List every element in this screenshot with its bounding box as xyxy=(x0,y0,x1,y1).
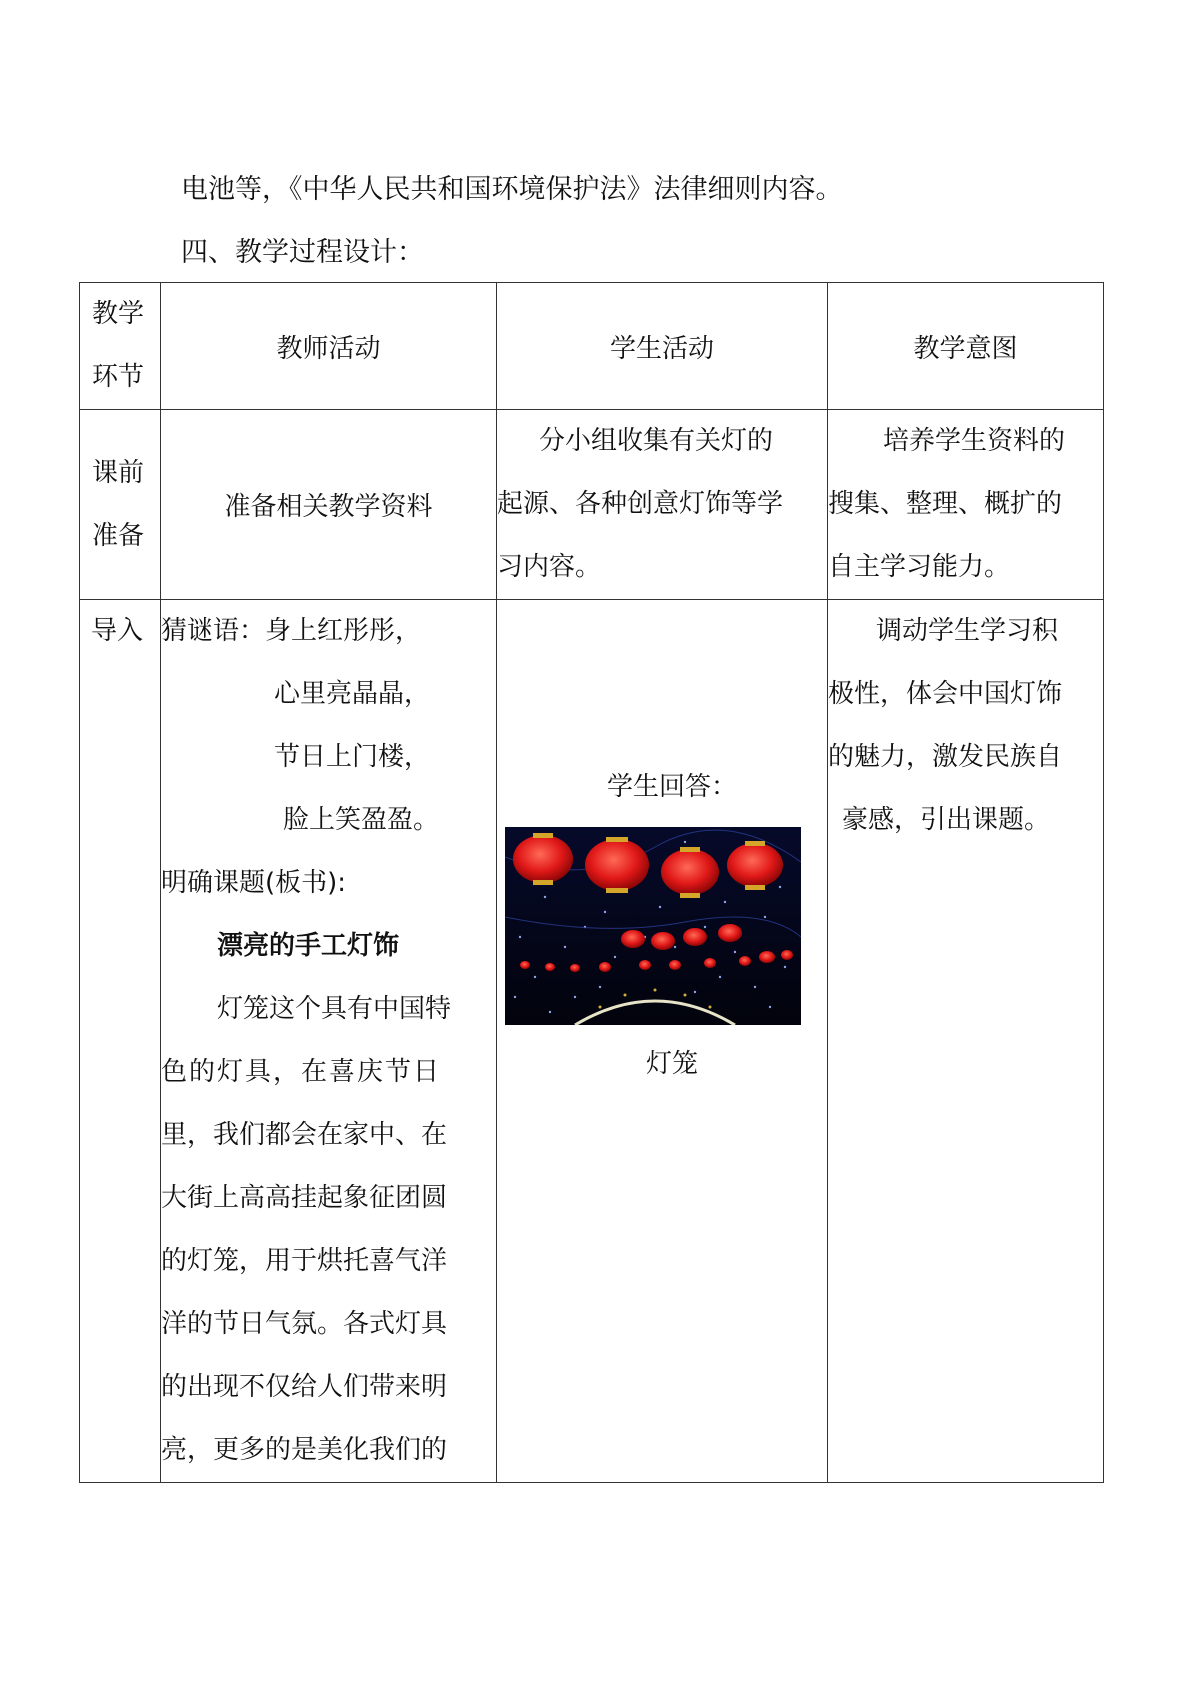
header-intent xyxy=(828,283,1104,410)
header-stage-line-1: 教学 xyxy=(92,299,145,329)
row1-student-line-3: 习内容。 xyxy=(497,552,602,582)
row2-intent xyxy=(828,600,1104,1483)
header-teacher xyxy=(161,283,497,410)
section-heading: 四、教学过程设计： xyxy=(181,237,424,268)
header-stage-line-2: 环节 xyxy=(92,362,145,392)
row1-stage-line-1: 课前 xyxy=(92,457,145,488)
teacher-text-line-8: 亮，更多的是美化我们的 xyxy=(161,1435,448,1465)
row2-stage-text: 导入 xyxy=(91,616,144,646)
intro-line-1: 电池等，《中华人民共和国环境保护法》法律细则内容。 xyxy=(181,174,843,205)
riddle-line-3: 节日上门楼， xyxy=(274,742,431,772)
teacher-text-line-4: 大街上高高挂起象征团圆 xyxy=(161,1183,448,1213)
teacher-text-line-2: 色的灯具，在喜庆节日 xyxy=(161,1057,442,1087)
row2-teacher xyxy=(161,600,497,1483)
row1-intent-line-3: 自主学习能力。 xyxy=(828,552,1011,582)
teacher-text-line-7: 的出现不仅给人们带来明 xyxy=(161,1372,448,1402)
row1-student-line-2: 起源、各种创意灯饰等学 xyxy=(497,489,784,519)
student-prompt: 学生回答： xyxy=(606,772,737,802)
row1-intent-line-1: 培养学生资料的 xyxy=(883,426,1066,456)
row1-teacher-text: 准备相关教学资料 xyxy=(224,492,433,522)
row2-intent-line-1: 调动学生学习积 xyxy=(876,616,1059,646)
lantern-photo xyxy=(505,827,801,1025)
header-student-label: 学生活动 xyxy=(609,333,714,364)
header-teacher-label: 教师活动 xyxy=(276,333,381,364)
lesson-process-table xyxy=(79,282,1104,1483)
riddle-line-4: 脸上笑盈盈。 xyxy=(283,805,440,835)
riddle-line-2: 心里亮晶晶， xyxy=(274,679,431,709)
riddle-line-1: 猜谜语：身上红彤彤， xyxy=(161,616,422,646)
topic-label: 明确课题(板书): xyxy=(161,868,347,898)
row2-intent-line-2: 极性，体会中国灯饰 xyxy=(828,679,1063,709)
lesson-title: 漂亮的手工灯饰 xyxy=(217,931,400,961)
row2-intent-line-4: 豪感，引出课题。 xyxy=(842,805,1051,835)
student-answer: 灯笼 xyxy=(645,1049,698,1079)
table-header-row xyxy=(80,283,1104,410)
teacher-text-line-1: 灯笼这个具有中国特 xyxy=(217,994,452,1024)
row1-stage-line-2: 准备 xyxy=(92,520,145,551)
teacher-text-line-6: 洋的节日气氛。各式灯具 xyxy=(161,1309,448,1339)
header-stage xyxy=(80,283,161,410)
row1-student xyxy=(497,410,828,600)
table-row-introduction xyxy=(80,600,1104,1483)
row1-teacher xyxy=(161,410,497,600)
header-intent-label: 教学意图 xyxy=(913,333,1018,364)
row2-stage xyxy=(80,600,161,1483)
teacher-text-line-5: 的灯笼，用于烘托喜气洋 xyxy=(161,1246,448,1276)
teacher-text-line-3: 里，我们都会在家中、在 xyxy=(161,1120,448,1150)
row1-stage xyxy=(80,410,161,600)
row1-student-line-1: 分小组收集有关灯的 xyxy=(539,426,774,456)
row2-student xyxy=(497,600,828,1483)
header-student xyxy=(497,283,828,410)
row2-intent-line-3: 的魅力，激发民族自 xyxy=(828,742,1063,772)
row1-intent xyxy=(828,410,1104,600)
row1-intent-line-2: 搜集、整理、概扩的 xyxy=(828,489,1063,519)
table-row-preparation xyxy=(80,410,1104,600)
